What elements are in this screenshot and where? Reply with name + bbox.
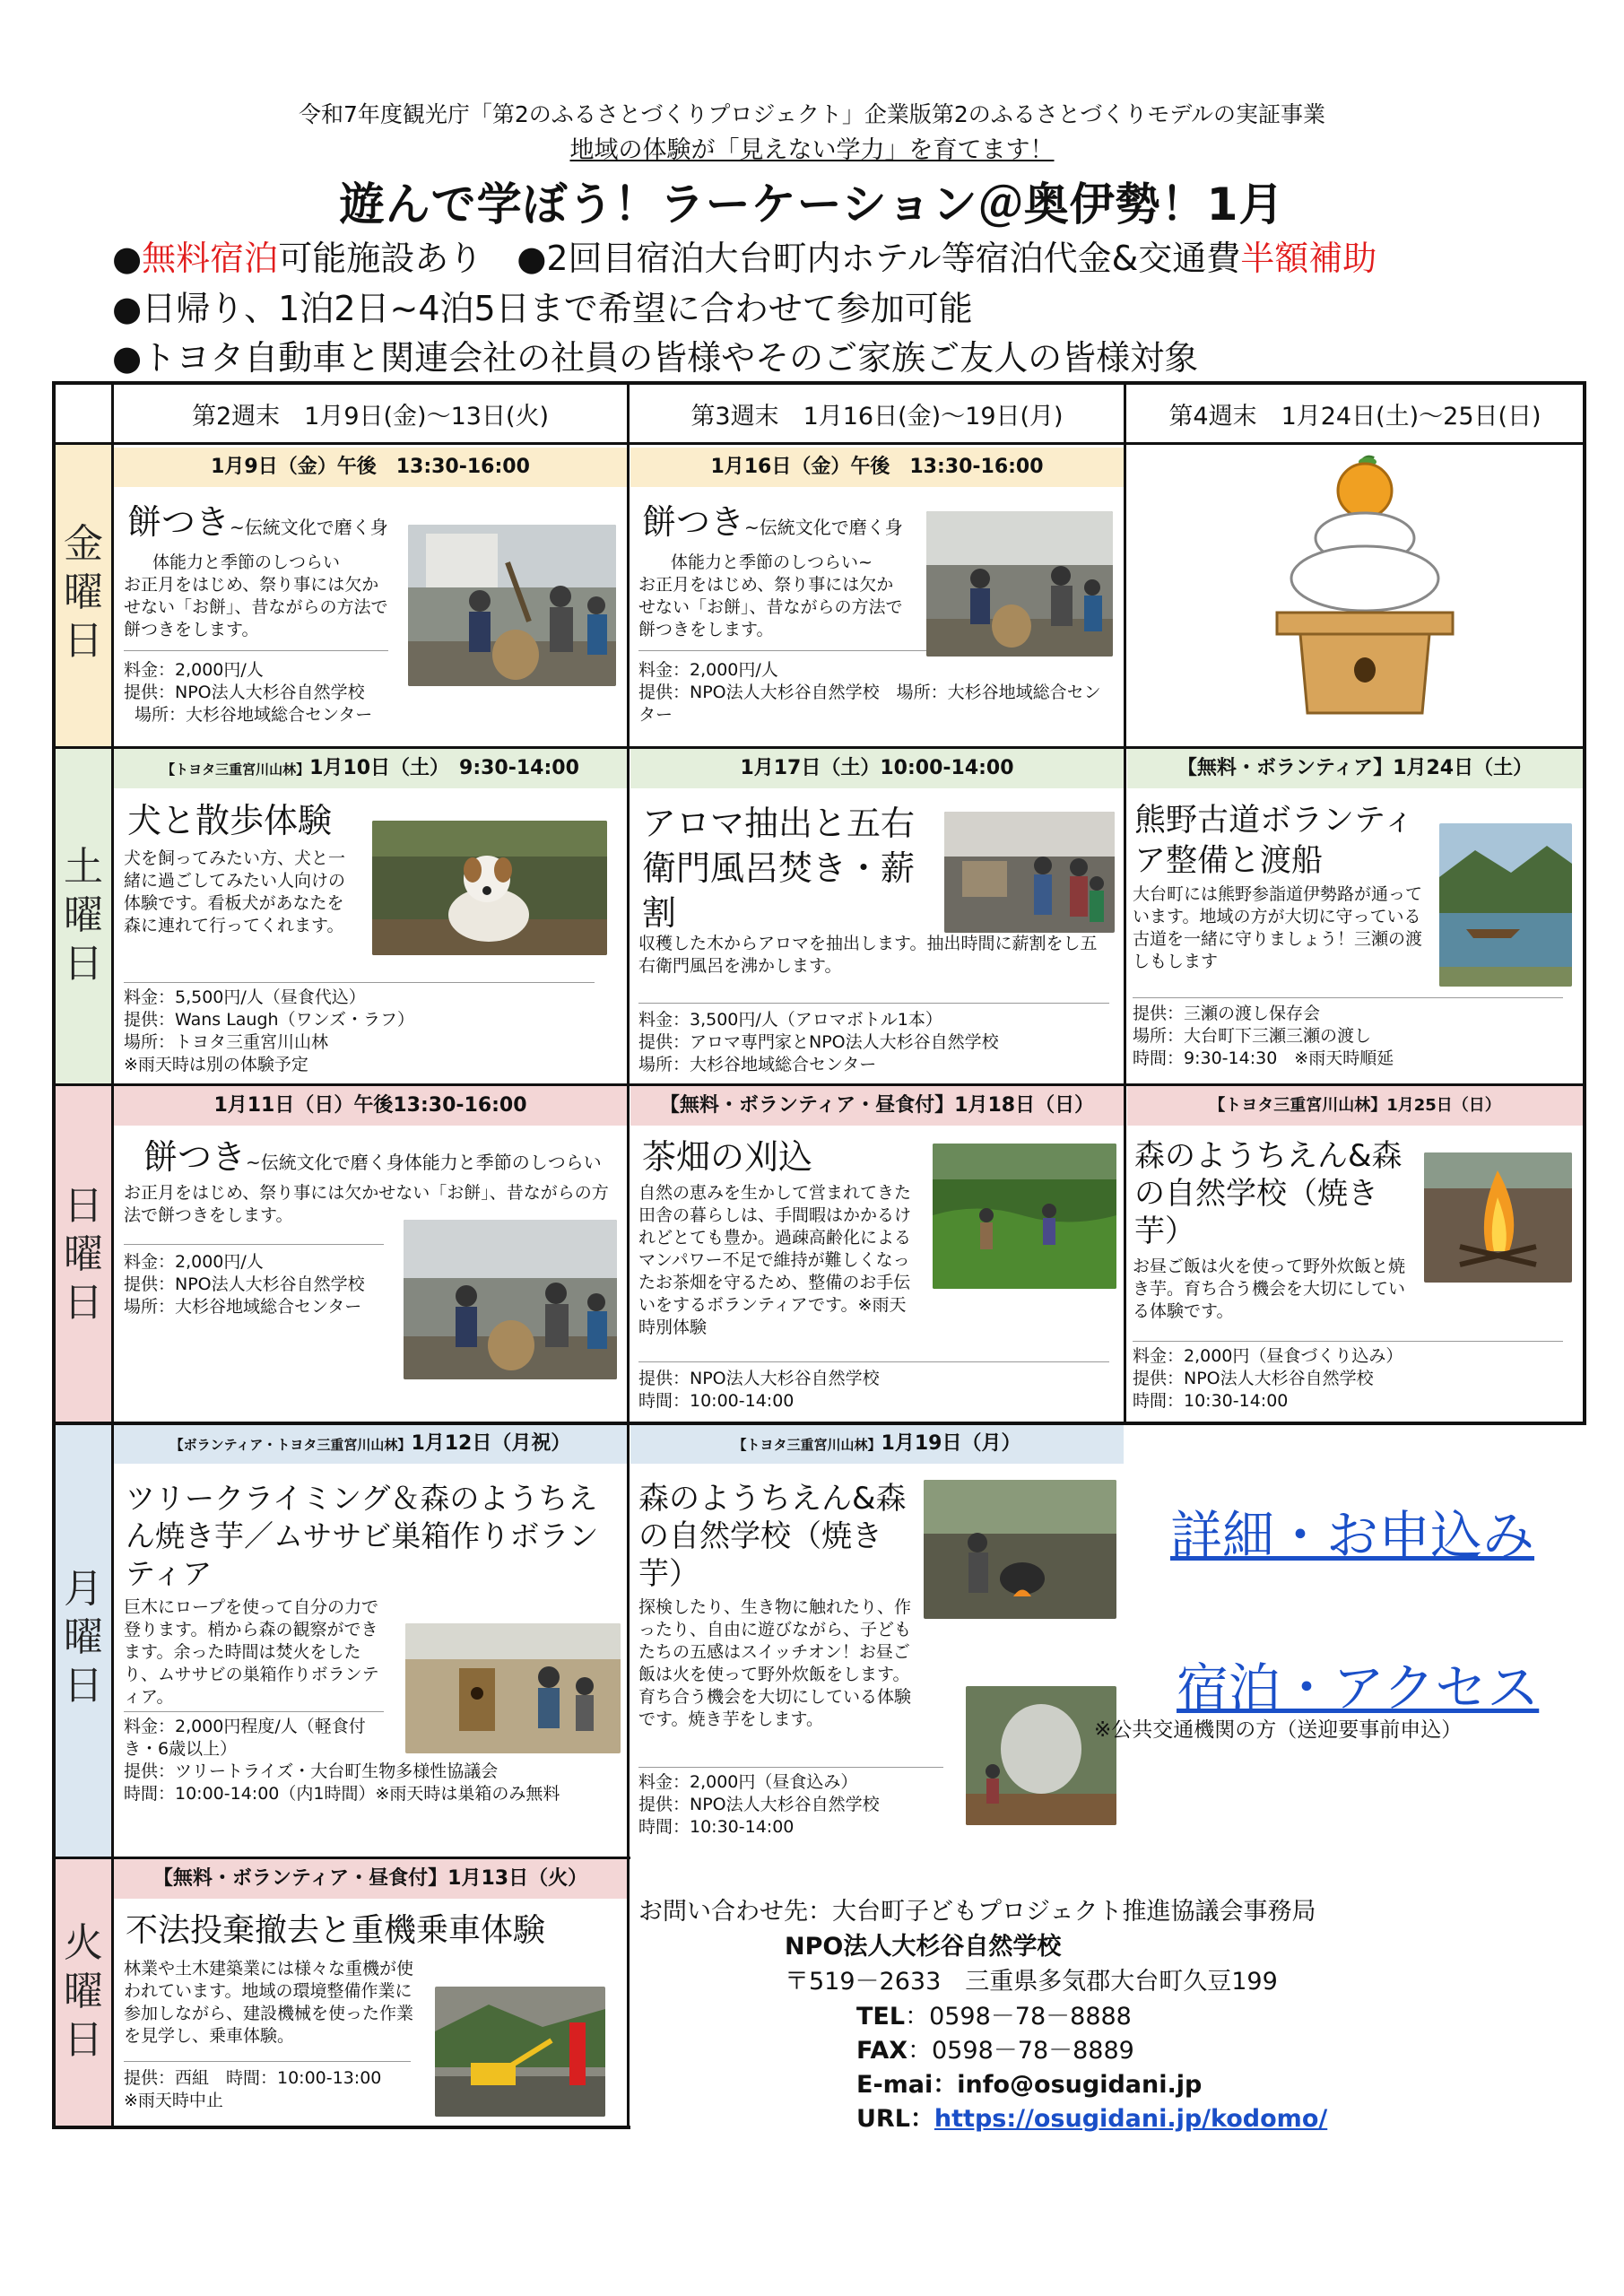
sat1-band-date: 1月10日（土） 9:30-14:00 bbox=[309, 757, 579, 779]
mon1-body: 巨木にロープを使って自分の力で登ります。梢から森の観察ができます。余った時間は焚火をしたり、ムササビの巣箱作りボランティア。 bbox=[124, 1597, 379, 1707]
sat2-price: 料金：3,500円/人（アロマボトル1本） bbox=[638, 1010, 942, 1030]
mon1-title: ツリークライミング＆森のようちえん焼き芋／ムササビ巣箱作りボランティア bbox=[126, 1481, 599, 1591]
sat1-price: 料金：5,500円/人（昼食代込） bbox=[124, 987, 366, 1007]
sat2-band: 1月17日（土）10:00-14:00 bbox=[630, 749, 1124, 788]
fri2-title bbox=[642, 502, 903, 548]
sun2-band: 【無料・ボランティア・昼食付】1月18日（日） bbox=[630, 1086, 1124, 1126]
sat2-body: 収穫した木からアロマを抽出します。抽出時間に薪割をし五右衛門風呂を沸かします。 bbox=[638, 934, 1098, 976]
sun3-body: お昼ご飯は火を使って野外炊飯と焼き芋。育ち合う機会を大切にしている体験です。 bbox=[1133, 1257, 1406, 1321]
sun2-provider: 提供：NPO法人大杉谷自然学校 bbox=[638, 1369, 880, 1388]
sun3-provider: 提供：NPO法人大杉谷自然学校 bbox=[1133, 1369, 1374, 1388]
day-fri: 金 曜 日 bbox=[64, 521, 103, 664]
mon2-band bbox=[630, 1424, 1124, 1464]
fri1-title bbox=[127, 502, 388, 548]
project-caption: 令和7年度観光庁「第2のふるさとづくりプロジェクト」企業版第2のふるさとづくりモデルの実証事業 bbox=[299, 101, 1325, 127]
fri1-subtitle: ~伝統文化で磨く身 bbox=[230, 517, 388, 538]
contact-tel bbox=[856, 2000, 1132, 2034]
sun3-title: 森のようちえん&森の自然学校（焼き芋） bbox=[1134, 1138, 1403, 1249]
bullet-1-mark: ● bbox=[112, 239, 143, 278]
sat2-provider: 提供：アロマ専門家とNPO法人大杉谷自然学校 bbox=[638, 1032, 999, 1052]
mochi-photo-3 bbox=[404, 1220, 617, 1379]
fri1-body: お正月をはじめ、祭り事には欠かせない「お餅」、昔ながらの方法で餅つきをします。 bbox=[124, 575, 388, 639]
grid-col-divider-2 bbox=[1124, 381, 1126, 1424]
contact-org: NPO法人大杉谷自然学校 bbox=[785, 1933, 1062, 1961]
contact-heading: お問い合わせ先：大台町子どもプロジェクト推進協議会事務局 bbox=[638, 1898, 1316, 1926]
website-link[interactable]: https://osugidani.jp/kodomo/ bbox=[934, 2105, 1328, 2133]
mon1-band-date: 1月12日（月祝） bbox=[411, 1432, 571, 1455]
sat3-title: 熊野古道ボランティア整備と渡船 bbox=[1134, 803, 1415, 879]
grid-right bbox=[1583, 381, 1586, 1425]
sat1-band-tag: 【トヨタ三重宮川山林】 bbox=[161, 761, 310, 778]
sun1-title bbox=[143, 1137, 602, 1183]
sat1-sep bbox=[124, 982, 595, 983]
fri2-body: お正月をはじめ、祭り事には欠かせない「お餅」、昔ながらの方法で餅つきをします。 bbox=[638, 575, 903, 639]
sat1-body: 犬を飼ってみたい方、犬と一緒に過ごしてみたい人向けの体験です。看板犬があなたを森に連れて行ってくれます。 bbox=[124, 848, 346, 935]
sat1-provider: 提供：Wans Laugh（ワンズ・ラフ） bbox=[124, 1010, 414, 1030]
fri1-sep bbox=[124, 650, 388, 651]
sun1-provider: 提供：NPO法人大杉谷自然学校 bbox=[124, 1274, 365, 1294]
grid-head-bottom bbox=[52, 442, 1586, 445]
fri1-price: 料金：2,000円/人 bbox=[124, 660, 264, 680]
sun1-sep bbox=[124, 1244, 384, 1245]
mon1-band bbox=[114, 1424, 627, 1464]
col-head-week2: 第2週末 1月9日(金)～13日(火) bbox=[191, 403, 550, 430]
email-address: ：info@osugidani.jp bbox=[933, 2071, 1203, 2099]
day-sun: 日 曜 日 bbox=[64, 1183, 103, 1326]
dog-photo bbox=[372, 821, 607, 955]
sun3-time: 時間：10:30-14:00 bbox=[1133, 1391, 1289, 1411]
stay-access-link[interactable]: 宿泊・アクセス bbox=[1177, 1657, 1540, 1718]
mon2-provider: 提供：NPO法人大杉谷自然学校 bbox=[638, 1795, 880, 1814]
fri2-subtitle2: 体能力と季節のしつらい~ bbox=[671, 552, 873, 572]
smoke-fire-photo bbox=[966, 1686, 1116, 1825]
sun2-body: 自然の恵みを生かして営まれてきた田舎の暮らしは、手間暇はかかるけれどとても豊か。過疎高齢化によるマンパワー不足で維持が難しくなったお茶畑を守るため、整備のお手伝いをするボランティアです。※雨天時別体験 bbox=[638, 1183, 912, 1337]
tue1-band: 【無料・ボランティア・昼食付】1月13日（火） bbox=[114, 1859, 627, 1899]
mon1-provider: 提供：ツリートライズ・大台町生物多様性協議会 bbox=[124, 1761, 499, 1781]
contact-url bbox=[856, 2102, 1327, 2136]
tue1-title: 不法投棄撤去と重機乗車体験 bbox=[126, 1912, 546, 1949]
detail-apply-link[interactable]: 詳細・お申込み bbox=[1170, 1505, 1535, 1566]
birdhouse-photo bbox=[405, 1623, 621, 1753]
sun1-place: 場所：大杉谷地域総合センター bbox=[124, 1297, 362, 1317]
bullet-2: ●日帰り、1泊2日~4泊5日まで希望に合わせて参加可能 bbox=[112, 289, 973, 328]
url-sep: ： bbox=[909, 2105, 934, 2133]
fri2-subtitle: ~伝統文化で磨く身 bbox=[744, 517, 903, 538]
sat3-place: 場所：大台町下三瀬三瀬の渡し bbox=[1133, 1026, 1372, 1046]
sat2-sep bbox=[638, 1003, 1109, 1004]
fri2-provider: 提供：NPO法人大杉谷自然学校 場所：大杉谷地域総合センター bbox=[638, 683, 1101, 725]
bullet-1-mid: 可能施設あり ●2回目宿泊大台町内ホテル等宿泊代金&交通費 bbox=[278, 239, 1241, 278]
sun1-subtitle: ~伝統文化で磨く身体能力と季節のしつらい bbox=[246, 1152, 602, 1173]
fri1-title-main: 餅つき bbox=[127, 502, 230, 542]
bullet-1 bbox=[112, 230, 1376, 280]
access-note: ※公共交通機関の方（送迎要事前申込） bbox=[1094, 1718, 1463, 1742]
grid-day-divider bbox=[111, 381, 114, 2129]
mon2-time: 時間：10:30-14:00 bbox=[638, 1817, 795, 1837]
page-title: 遊んで学ぼう！ラーケーション＠奥伊勢！1月 bbox=[339, 178, 1285, 230]
fax-label: FAX bbox=[856, 2037, 908, 2065]
sat1-place: 場所：トヨタ三重宮川山林 bbox=[124, 1032, 329, 1052]
grid-sat-bottom bbox=[52, 1083, 1586, 1086]
fri1-provider: 提供：NPO法人大杉谷自然学校 bbox=[124, 683, 365, 702]
tue1-sep bbox=[124, 2061, 411, 2062]
contact-fax bbox=[856, 2034, 1134, 2068]
grid-col-divider-1 bbox=[627, 381, 630, 2129]
tue1-provider-time: 提供：西組 時間：10:00-13:00 bbox=[124, 2068, 382, 2088]
sun1-band: 1月11日（日）午後13:30-16:00 bbox=[114, 1086, 627, 1126]
tagline bbox=[0, 130, 1624, 165]
river-ferry-photo bbox=[1439, 823, 1572, 987]
sun3-price: 料金：2,000円（昼食づくり込み） bbox=[1133, 1346, 1403, 1366]
day-mon: 月 曜 日 bbox=[64, 1566, 103, 1709]
sat2-title: アロマ抽出と五右衛門風呂焚き・薪割 bbox=[642, 804, 916, 933]
tea-field-photo bbox=[933, 1144, 1116, 1289]
sat1-band bbox=[114, 749, 627, 788]
mon2-band-date: 1月19日（月） bbox=[881, 1432, 1021, 1455]
sat3-provider: 提供：三瀬の渡し保存会 bbox=[1133, 1004, 1321, 1023]
sat2-place: 場所：大杉谷地域総合センター bbox=[638, 1055, 877, 1074]
tue1-body: 林業や土木建築業には様々な重機が使われています。地域の環境整備作業に参加しながら、建設機械を使った作業を見学し、乗車体験。 bbox=[124, 1959, 414, 2046]
mon1-time: 時間：10:00-14:00（内1時間）※雨天時は巣箱のみ無料 bbox=[124, 1784, 560, 1804]
aroma-photo bbox=[944, 812, 1115, 933]
mochi-photo-2 bbox=[926, 511, 1113, 657]
bonfire-photo bbox=[1424, 1152, 1572, 1283]
bullet-3: ●トヨタ自動車と関連会社の社員の皆様やそのご家族ご友人の皆様対象 bbox=[112, 338, 1199, 378]
mochi-photo bbox=[408, 525, 616, 686]
mon1-sep bbox=[124, 1711, 384, 1712]
mon2-body: 探検したり、生き物に触れたり、作ったり、自由に遊びながら、子どもたちの五感はスイッチオン！お昼ご飯は火を使って野外炊飯をします。育ち合う機会を大切にしている体験です。焼き芋をします。 bbox=[638, 1597, 912, 1729]
grid-tue-bottom bbox=[52, 2126, 630, 2129]
tel-label: TEL bbox=[856, 2003, 906, 2031]
fax-number: ：0598－78－8889 bbox=[908, 2037, 1134, 2065]
grid-fri-bottom bbox=[52, 746, 1586, 749]
kagami-mochi-illustration bbox=[1264, 453, 1462, 722]
sun2-sep bbox=[638, 1361, 1109, 1362]
tagline-text: 地域の体験が「見えない学力」を育てます！ bbox=[569, 136, 1055, 164]
day-sat: 土 曜 日 bbox=[64, 844, 103, 987]
free-stay-text: 無料宿泊 bbox=[142, 239, 279, 278]
email-label: E-mai bbox=[856, 2071, 934, 2099]
grid-mon-bottom bbox=[52, 1857, 630, 1859]
fri2-price: 料金：2,000円/人 bbox=[638, 660, 778, 680]
mon2-price: 料金：2,000円（昼食込み） bbox=[638, 1772, 858, 1792]
sat3-sep bbox=[1133, 997, 1563, 998]
fri1-place: 場所：大杉谷地域総合センター bbox=[135, 705, 373, 725]
tel-number: ：0598－78－8888 bbox=[905, 2003, 1132, 2031]
half-subsidy-text: 半額補助 bbox=[1240, 239, 1377, 278]
sat1-rain: ※雨天時は別の体験予定 bbox=[124, 1055, 308, 1074]
sun1-body: お正月をはじめ、祭り事には欠かせない「お餅」、昔ながらの方法で餅つきをします。 bbox=[124, 1183, 609, 1225]
forest-cooking-photo bbox=[924, 1480, 1116, 1619]
excavator-photo bbox=[435, 1987, 605, 2117]
sat3-band: 【無料・ボランティア】1月24日（土） bbox=[1127, 749, 1583, 788]
sat1-title: 犬と散歩体験 bbox=[127, 801, 333, 840]
sun1-title-main: 餅つき bbox=[143, 1137, 247, 1177]
sun3-sep bbox=[1133, 1341, 1563, 1342]
sat3-body: 大台町には熊野参詣道伊勢路が通っています。地域の方が大切に守っている古道を一緒に守りましょう！三瀬の渡しもします bbox=[1133, 884, 1423, 971]
col-head-week3: 第3週末 1月16日(金)～19日(月) bbox=[690, 403, 1064, 430]
mon2-band-tag: 【トヨタ三重宮川山林】 bbox=[733, 1437, 881, 1453]
mon1-price: 料金：2,000円程度/人（軽食付き・6歳以上） bbox=[124, 1717, 366, 1759]
col-head-week4: 第4週末 1月24日(土)～25日(日) bbox=[1168, 403, 1541, 430]
mon2-title: 森のようちえん&森の自然学校（焼き芋） bbox=[638, 1481, 907, 1592]
fri2-title-main: 餅つき bbox=[642, 502, 745, 542]
mon2-sep bbox=[638, 1767, 943, 1768]
sun3-band: 【トヨタ三重宮川山林】1月25日（日） bbox=[1127, 1086, 1583, 1126]
url-label: URL bbox=[856, 2105, 910, 2133]
day-tue: 火 曜 日 bbox=[64, 1920, 103, 2063]
tue1-rain: ※雨天時中止 bbox=[124, 2091, 223, 2110]
contact-email bbox=[856, 2068, 1202, 2102]
contact-address: 〒519－2633 三重県多気郡大台町久豆199 bbox=[785, 1968, 1278, 1996]
sun1-price: 料金：2,000円/人 bbox=[124, 1252, 264, 1272]
mon1-band-tag: 【ボランティア・トヨタ三重宮川山林】 bbox=[169, 1437, 412, 1453]
fri2-band: 1月16日（金）午後 13:30-16:00 bbox=[630, 448, 1124, 487]
sun2-title: 茶畑の刈込 bbox=[642, 1137, 813, 1177]
grid-top bbox=[52, 381, 1586, 385]
fri1-band: 1月9日（金）午後 13:30-16:00 bbox=[114, 448, 627, 487]
sun2-time: 時間：10:00-14:00 bbox=[638, 1391, 795, 1411]
fri1-subtitle2: 体能力と季節のしつらい bbox=[152, 552, 341, 572]
sat3-time: 時間：9:30-14:30 ※雨天時順延 bbox=[1133, 1048, 1394, 1068]
grid-sun-bottom bbox=[52, 1422, 1586, 1425]
